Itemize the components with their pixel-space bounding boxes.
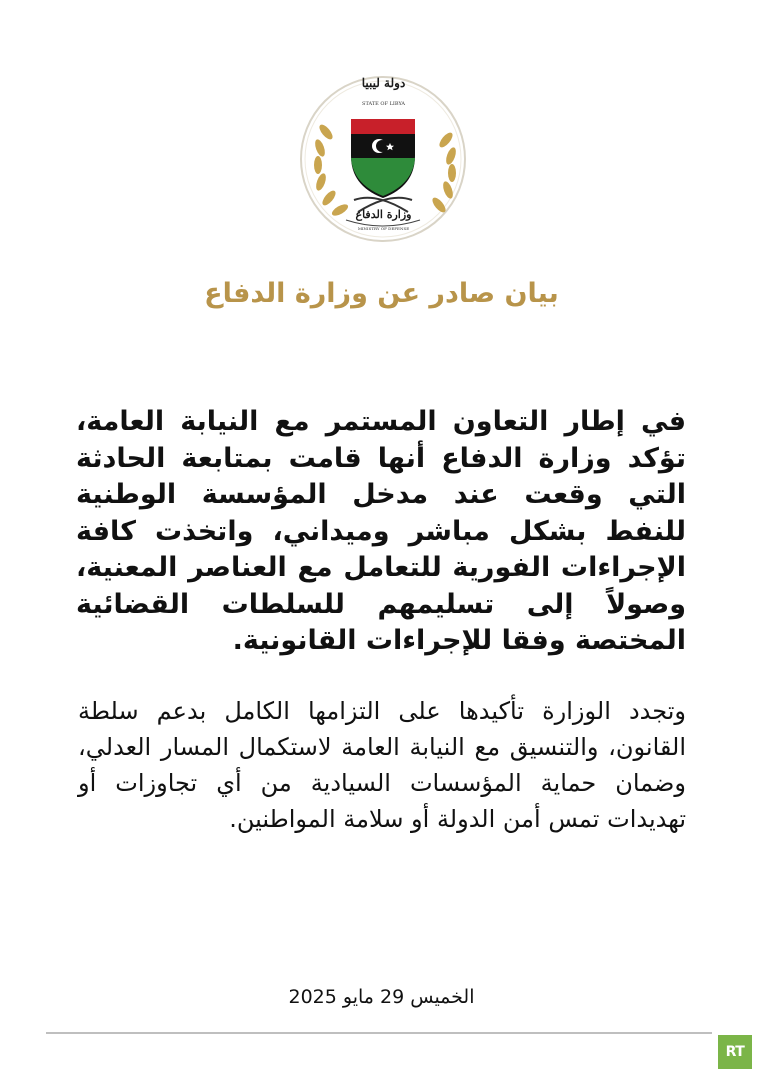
emblem-ministry-arabic: وزارة الدفاع bbox=[355, 208, 412, 221]
emblem-english-name: STATE OF LIBYA bbox=[362, 101, 405, 107]
statement-paragraph-bold: في إطار التعاون المستمر مع النيابة العامة، تؤكد وزارة الدفاع أنها قامت بمتابعة الحادثة التي وقعت عند مدخل المؤسسة الوطنية للنفط بشكل مباشر وميداني، واتخذت كافة الإجراءات الفورية للتعامل مع العناصر المعنية، وصولاً إلى تسليمهم للسلطات القضائية المختصة وفقا للإجراءات القانونية. bbox=[76, 406, 686, 656]
document-date: الخميس 29 مايو 2025 bbox=[288, 986, 475, 1008]
emblem-arabic-name: دولة ليبيا bbox=[361, 76, 406, 90]
rt-logo-badge: RT bbox=[718, 1035, 752, 1069]
ministry-emblem bbox=[296, 74, 471, 244]
emblem-ministry-english: MINISTRY OF DEFENSE bbox=[357, 226, 410, 231]
statement-paragraph-regular: وتجدد الوزارة تأكيدها على التزامها الكامل بدعم سلطة القانون، والتنسيق مع النيابة العامة لاستكمال المسار العدلي، وضمان حماية المؤسسات السيادية من أي تجاوزات أو تهديدات تمس أمن الدولة أو سلامة المواطنين. bbox=[78, 697, 686, 833]
document-title: بيان صادر عن وزارة الدفاع bbox=[204, 278, 559, 309]
footer-divider bbox=[46, 1032, 712, 1034]
